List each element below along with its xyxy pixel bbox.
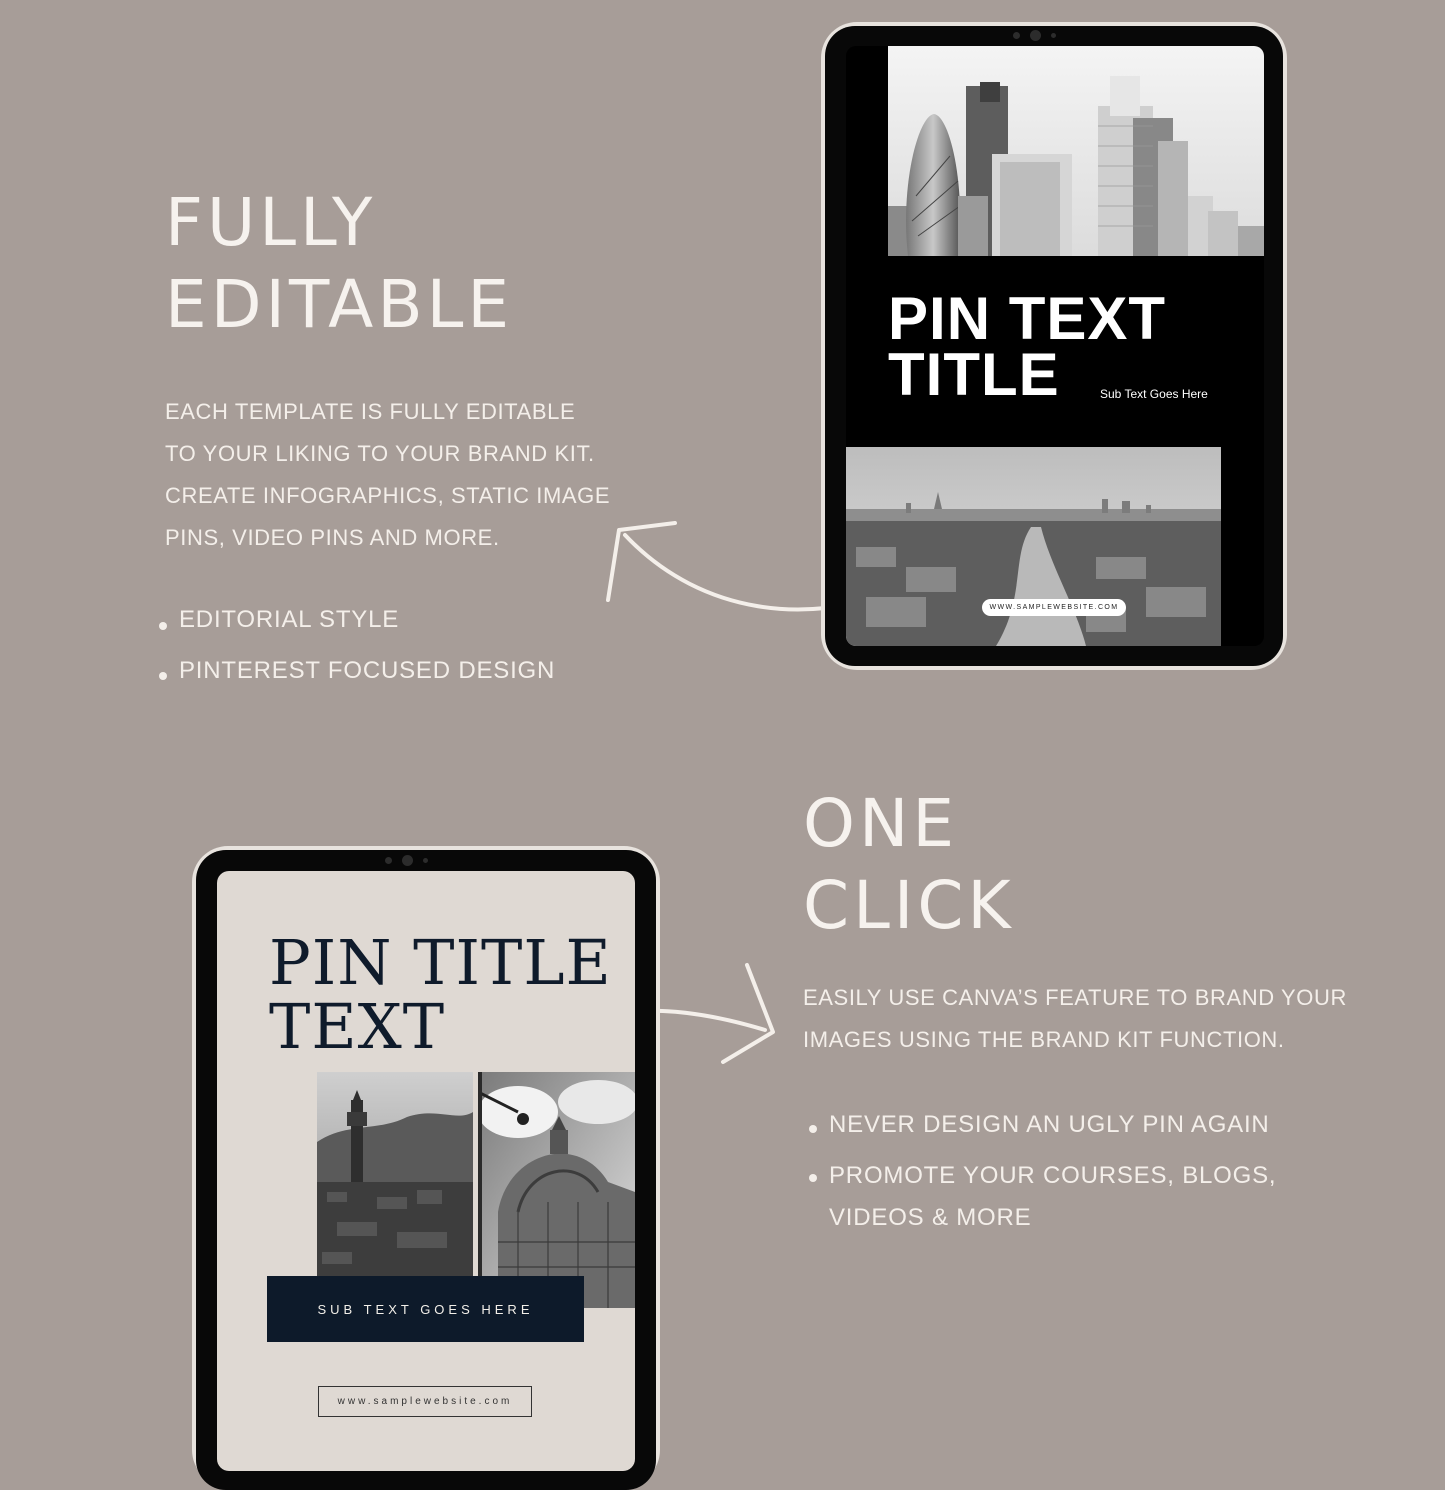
heading-line: EDITABLE [165, 266, 514, 343]
bullet-item: PINTEREST FOCUSED DESIGN [165, 651, 555, 701]
camera-lens-icon [1030, 30, 1041, 41]
pin-dark-subtitle: Sub Text Goes Here [1100, 387, 1208, 401]
editable-heading [165, 182, 513, 346]
oneclick-bullet-list [815, 1104, 1276, 1202]
bullet-continuation: VIDEOS & MORE [829, 1204, 1032, 1231]
camera-dot-icon [385, 857, 392, 864]
pin-light-url: www.samplewebsite.com [318, 1386, 532, 1417]
oneclick-description [803, 977, 1347, 1061]
description-line: CREATE INFOGRAPHICS, STATIC IMAGE [165, 483, 611, 508]
bullet-item: EDITORIAL STYLE [165, 601, 555, 651]
oneclick-heading [803, 783, 1015, 947]
pin-light-title [269, 926, 612, 1063]
sensor-dot-icon [423, 858, 428, 863]
pin-dark-url: WWW.SAMPLEWEBSITE.COM [982, 599, 1126, 616]
camera-lens-icon [402, 855, 413, 866]
city-skyline-image [888, 46, 1264, 256]
pin-dark-title-line: TITLE [888, 341, 1060, 408]
pin-light-screen [217, 871, 635, 1471]
bullet-item: NEVER DESIGN AN UGLY PIN AGAIN [815, 1104, 1276, 1154]
florence-tower-image [317, 1072, 473, 1276]
pin-dark-title-line: PIN TEXT [888, 285, 1167, 352]
description-line: EACH TEMPLATE IS FULLY EDITABLE [165, 399, 576, 424]
bullet-item: PROMOTE YOUR COURSES, BLOGS, [815, 1154, 1276, 1202]
pin-light-subtitle: SUB TEXT GOES HERE [317, 1301, 534, 1317]
pin-light-subtitle-box [267, 1276, 584, 1342]
aerial-city-image [846, 447, 1221, 646]
heading-line: ONE [803, 785, 959, 862]
editable-bullet-list [165, 601, 555, 701]
description-line: IMAGES USING THE BRAND KIT FUNCTION. [803, 1027, 1285, 1052]
sensor-dot-icon [1051, 33, 1056, 38]
description-line: PINS, VIDEO PINS AND MORE. [165, 525, 500, 550]
description-line: TO YOUR LIKING TO YOUR BRAND KIT. [165, 441, 595, 466]
pin-light-title-line: PIN TITLE [269, 926, 612, 999]
editable-description [165, 391, 610, 559]
description-line: EASILY USE CANVA’S FEATURE TO BRAND YOUR [803, 985, 1347, 1010]
camera-dot-icon [1013, 32, 1020, 39]
heading-line: FULLY [165, 184, 377, 261]
heading-line: CLICK [803, 867, 1015, 944]
pin-light-title-line: TEXT [269, 990, 446, 1063]
duomo-image [478, 1072, 635, 1308]
pin-dark-screen [846, 46, 1264, 646]
